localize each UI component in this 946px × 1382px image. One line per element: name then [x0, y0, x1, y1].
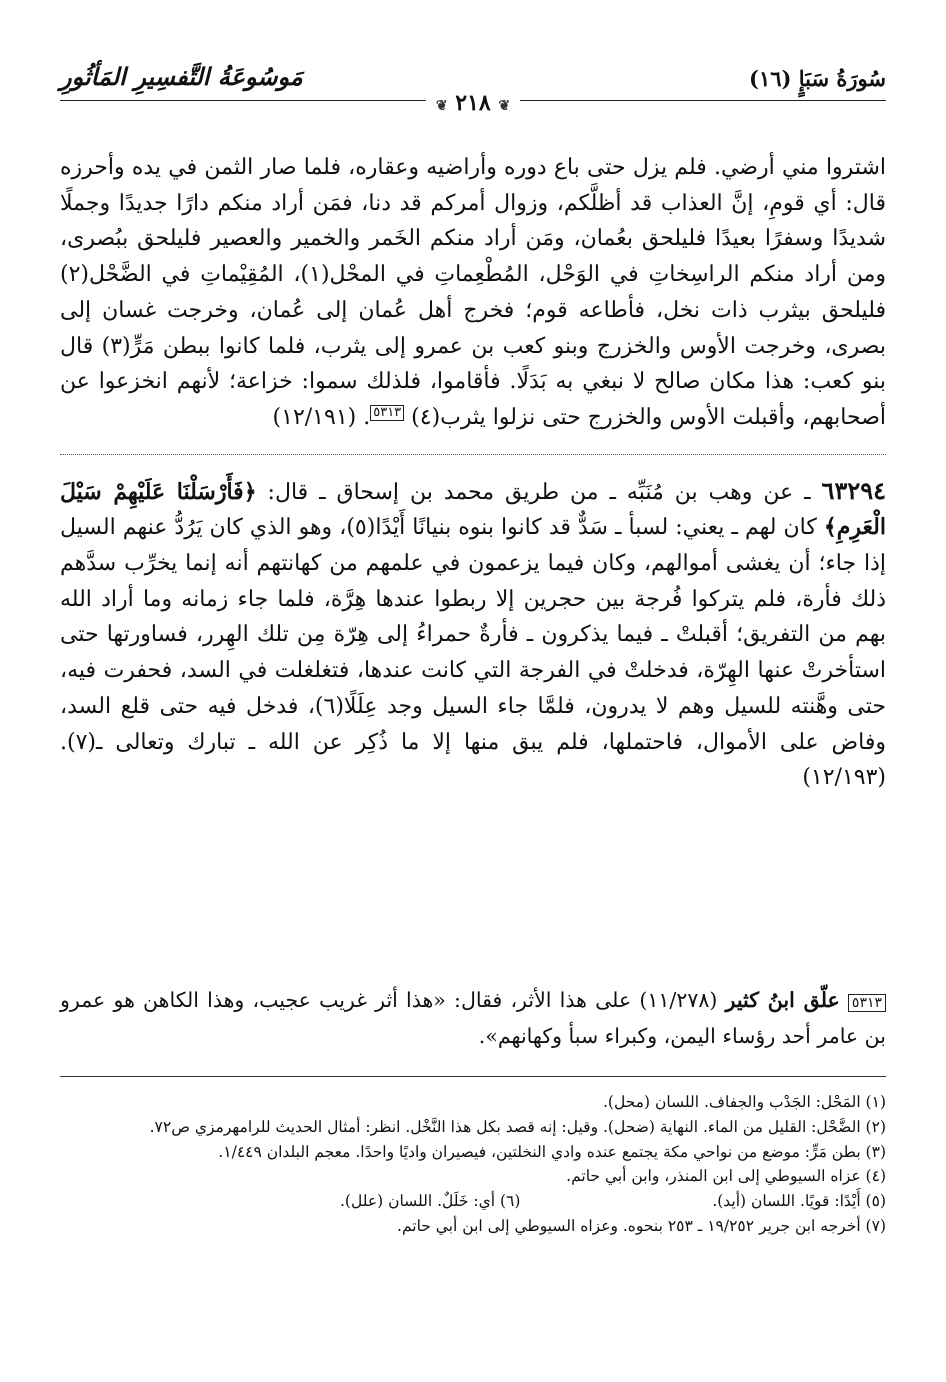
- paragraph-2-intro: عن وهب بن مُنَبِّه ـ من طريق محمد بن إسحاق ـ قال:: [267, 479, 794, 505]
- book-title: مَوسُوعَةُ التَّفسِيرِ المَأثُورِ: [60, 62, 303, 91]
- quran-verse: ﴿فَأَرْسَلْنَا عَلَيْهِمْ سَيْلَ الْعَرِمِ﴾: [60, 478, 886, 541]
- paragraph-1: اشتروا مني أرضي. فلم يزل حتى باع دوره وأراضيه وعقاره، فلما صار الثمن في يده وأحرزه قال: أي قومِ، إنَّ العذاب قد أظلَّكم، وزوال أمركم قد دنا، فمَن أراد منكم دارًا جديدًا وجملًا شديدًا وسفرًا بعيدًا فليلحق بعُمان، ومَن أراد منكم الخَمر والخمير والعصير فليلحق ببُصرى، ومن أراد منكم الراسِخاتِ في الوَحْل، المُطْعِماتِ في المحْل(١)، المُقِيْماتِ في الضَّحْل(٢) فليلحق بيثرب ذات نخل، فأطاعه قوم؛ فخرج أهل عُمان إلى عُمان، وخرجت غسان إلى بصرى، وخرجت الأوس والخزرج وبنو كعب بن عمرو إلى يثرب، فلما كانوا ببطن مَرٍّ(٣) قال بنو كعب: هذا مكان صالح لا نبغي به بَدَلًا. فأقاموا، فلذلك سموا: خزاعة؛ لأنهم انخزعوا عن أصحابهم، وأقبلت الأوس والخزرج حتى نزلوا يثرب(٤) ٥٣١٣. (١٢/١٩١): [60, 155, 886, 430]
- footnote-5: (٥) أَيْدًا: قويًا. اللسان (أيد).: [712, 1192, 886, 1211]
- commentary-author: علّق ابنُ كثير: [725, 988, 840, 1012]
- footnote-2: (٢) الضَّحْل: القليل من الماء. النهاية (ضحل). وقيل: إنه قصد بكل هذا النَّخْل. انظر: أمثال الحديث للرامهرمزي ص٧٢.: [149, 1117, 886, 1136]
- commentary-ref: ٥٣١٣: [848, 994, 886, 1012]
- paragraph-2: ٦٣٢٩٤ ـ عن وهب بن مُنَبِّه ـ من طريق محمد بن إسحاق ـ قال: ﴿فَأَرْسَلْنَا عَلَيْهِمْ سَيْلَ الْعَرِمِ﴾ كان لهم ـ يعني: لسبأ ـ سَدٌّ قد كانوا بنوه بنيانًا أَيْدًا(٥)، وهو الذي كان يَرُدُّ عنهم السيل إذا جاء؛ أن يغشى أموالهم، وكان فيما يزعمون في علمهم من كهانتهم أنه إنما يخرِّب سدَّهم ذلك فأرة، فلم يتركوا فُرجة بين حجرين إلا ربطوا عندها هِرَّة، فلما جاء زمانه وما أراد الله بهم من التفريق؛ أقبلتْ ـ فيما يذكرون ـ فأرةٌ حمراءُ إلى هِرّة مِن تلك الهِرر، فساورتها حتى استأخرتْ عنها الهِرّة، فدخلتْ في الفرجة التي كانت عندها، فتغلغلت في السد، فحفرت فيه، حتى وهَّنته للسيل وهم لا يدرون، فلمَّا جاء السيل وجد عِلَلًا(٦)، فدخل فيه حتى قلع السد، وفاض على الأموال، فاحتملها، فلم يبق منها إلا ما ذُكِر عن الله ـ تبارك وتعالى ـ(٧). (١٢/١٩٣): [60, 475, 886, 791]
- main-text: [60, 150, 886, 796]
- page-header: [60, 58, 886, 116]
- paragraph-2-text: كان لهم ـ يعني: لسبأ ـ سَدٌّ قد كانوا بنوه بنيانًا أَيْدًا(٥)، وهو الذي كان يَرُدُّ عنهم السيل إذا جاء؛ أن يغشى أموالهم، وكان فيما يزعمون في علمهم من كهانتهم أنه إنما يخرِّب سدَّهم ذلك فأرة، فلم يتركوا فُرجة بين حجرين إلا ربطوا عندها هِرَّة، فلما جاء زمانه وما أراد الله بهم من التفريق؛ أقبلتْ ـ فيما يذكرون ـ فأرةٌ حمراءُ إلى هِرّة مِن تلك الهِرر، فساورتها حتى استأخرتْ عنها الهِرّة، فدخلتْ في الفرجة التي كانت عندها، فتغلغلت في السد، فحفرت فيه، حتى وهَّنته للسيل وهم لا يدرون، فلمَّا جاء السيل وجد عِلَلًا(٦)، فدخل فيه حتى قلع السد، وفاض على الأموال، فاحتملها، فلم يبق منها إلا ما ذُكِر عن الله ـ تبارك وتعالى ـ(٧).: [60, 515, 886, 755]
- commentary-text: (١١/٢٧٨) على هذا الأثر، فقال: «هذا أثر غريب عجيب، وهذا الكاهن هو عمرو بن عامر أحد رؤساء اليمن، وكبراء سبأ وكهانهم».: [60, 988, 886, 1048]
- footnote-rule: [60, 1076, 886, 1077]
- footnotes: [60, 1090, 886, 1239]
- footnote-3: (٣) بطن مَرٍّ: موضع من نواحي مكة يجتمع عنده وادي النخلتين، فيصيران واديًا واحدًا. معجم البلدان ١/٤٤٩.: [218, 1142, 886, 1161]
- footnote-1: (١) المَحْل: الجَدْب والجفاف. اللسان (محل).: [602, 1093, 886, 1111]
- volume-ref: (١٢/١٩١): [272, 404, 357, 430]
- ref-box: ٥٣١٣: [370, 405, 404, 421]
- footnote-6: (٦) أي: خَلَلٌ. اللسان (علل).: [340, 1192, 521, 1211]
- footnote-4: (٤) عزاه السيوطي إلى ابن المنذر، وابن أبي حاتم.: [566, 1167, 886, 1186]
- ornament-icon: ❦: [435, 98, 448, 114]
- paragraph-1-text: اشتروا مني أرضي. فلم يزل حتى باع دوره وأراضيه وعقاره، فلما صار الثمن في يده وأحرزه قال: أي قومِ، إنَّ العذاب قد أظلَّكم، وزوال أمركم قد دنا، فمَن أراد منكم دارًا جديدًا وجملًا شديدًا وسفرًا بعيدًا فليلحق بعُمان، ومَن أراد منكم الخَمر والخمير والعصير فليلحق ببُصرى، ومن أراد منكم الراسِخاتِ في الوَحْل، المُطْعِماتِ في المحْل(١)، المُقِيْماتِ في الضَّحْل(٢) فليلحق بيثرب ذات نخل، فأطاعه قوم؛ فخرج أهل عُمان إلى عُمان، وخرجت غسان إلى بصرى، وخرجت الأوس والخزرج وبنو كعب بن عمرو إلى يثرب، فلما كانوا ببطن مَرٍّ(٣) قال بنو كعب: هذا مكان صالح لا نبغي به بَدَلًا. فأقاموا، فلذلك سموا: خزاعة؛ لأنهم انخزعوا عن أصحابهم، وأقبلت الأوس والخزرج حتى نزلوا يثرب(٤): [60, 155, 886, 430]
- page-number-value: ٢١٨: [455, 90, 491, 116]
- separator: [60, 436, 886, 455]
- hadith-number: ٦٣٢٩٤: [821, 475, 886, 505]
- surah-label: سُورَةُ سَبَإٍ (١٦): [749, 66, 886, 91]
- footnote-7: (٧) أخرجه ابن جرير ١٩/٢٥٢ ـ ٢٥٣ بنحوه. وعزاه السيوطي إلى ابن أبي حاتم.: [397, 1216, 886, 1235]
- ornament-icon: ❦: [498, 98, 511, 114]
- page-number: [426, 90, 520, 116]
- volume-ref: (١٢/١٩٣): [802, 765, 886, 791]
- footnote-pair: [60, 1189, 886, 1214]
- commentary: [60, 984, 886, 1053]
